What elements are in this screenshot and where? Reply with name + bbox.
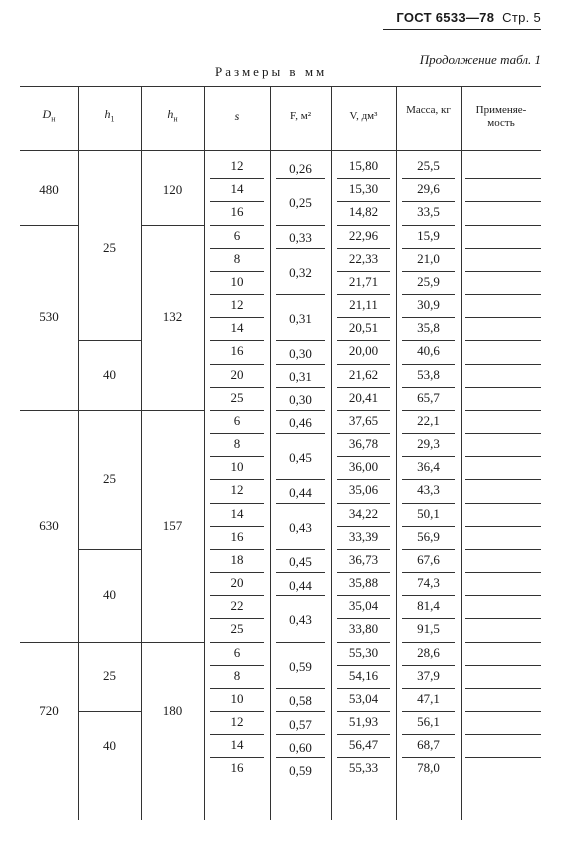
row-rule-mass <box>402 549 455 550</box>
row-rule-use <box>465 433 541 434</box>
mass-cell: 21,0 <box>417 250 440 266</box>
row-rule-mass <box>402 433 455 434</box>
s-cell: 20 <box>230 575 244 591</box>
v-cell: 33,39 <box>348 528 379 544</box>
header-rule <box>383 29 541 30</box>
s-cell: 10 <box>230 690 244 706</box>
mass-cell: 25,9 <box>417 273 440 289</box>
row-rule-s <box>210 294 264 295</box>
row-rule-use <box>465 688 541 689</box>
row-rule-use <box>465 178 541 179</box>
row-rule-v <box>337 364 390 365</box>
f-cell: 0,43 <box>289 519 312 535</box>
mass-cell: 40,6 <box>417 343 440 359</box>
row-rule-s <box>210 479 264 480</box>
f-group-rule <box>276 294 325 295</box>
row-rule-use <box>465 248 541 249</box>
h1-cell-group-rule <box>78 410 141 411</box>
row-rule-use <box>465 410 541 411</box>
h1-cell: 40 <box>103 587 116 603</box>
s-cell: 16 <box>230 343 244 359</box>
hn-cell: 120 <box>162 181 183 197</box>
f-cell: 0,33 <box>289 230 312 246</box>
row-rule-use <box>465 364 541 365</box>
sizes-caption: Размеры в мм <box>215 64 328 79</box>
h1-cell: 25 <box>103 239 116 255</box>
s-cell: 14 <box>230 181 244 197</box>
standard-number: ГОСТ 6533—78 <box>396 10 495 25</box>
row-rule-v <box>337 201 390 202</box>
dn-cell-group-rule <box>20 225 78 226</box>
row-rule-s <box>210 433 264 434</box>
row-rule-mass <box>402 595 455 596</box>
row-rule-v <box>337 248 390 249</box>
row-rule-s <box>210 503 264 504</box>
mass-cell: 37,9 <box>417 667 440 683</box>
v-cell: 56,47 <box>348 737 379 753</box>
row-rule-mass <box>402 364 455 365</box>
page-number: Стр. 5 <box>502 10 541 25</box>
v-cell: 36,73 <box>348 551 379 567</box>
row-rule-s <box>210 317 264 318</box>
f-cell: 0,32 <box>289 264 312 280</box>
row-rule-use <box>465 271 541 272</box>
v-cell: 33,80 <box>348 621 379 637</box>
v-cell: 21,62 <box>348 366 379 382</box>
s-cell: 25 <box>230 621 244 637</box>
row-rule-v <box>337 595 390 596</box>
row-rule-mass <box>402 642 455 643</box>
f-group-rule <box>276 387 325 388</box>
row-rule-s <box>210 456 264 457</box>
row-rule-s <box>210 757 264 758</box>
mass-cell: 22,1 <box>417 412 440 428</box>
row-rule-v <box>337 688 390 689</box>
row-rule-use <box>465 757 541 758</box>
s-cell: 8 <box>233 250 241 266</box>
f-cell: 0,31 <box>289 311 312 327</box>
row-rule-v <box>337 757 390 758</box>
f-cell: 0,31 <box>289 369 312 385</box>
f-group-rule <box>276 688 325 689</box>
row-rule-v <box>337 271 390 272</box>
mass-cell: 28,6 <box>417 644 440 660</box>
f-group-rule <box>276 757 325 758</box>
header-s: s <box>234 109 240 123</box>
mass-cell: 29,6 <box>417 181 440 197</box>
mass-cell: 33,5 <box>417 204 440 220</box>
header-hn: $h_н$ <box>167 107 178 124</box>
h1-cell: 40 <box>103 367 116 383</box>
row-rule-s <box>210 410 264 411</box>
f-group-rule <box>276 225 325 226</box>
row-rule-s <box>210 642 264 643</box>
s-cell: 6 <box>233 644 241 660</box>
row-rule-use <box>465 572 541 573</box>
row-rule-use <box>465 503 541 504</box>
row-rule-mass <box>402 317 455 318</box>
row-rule-s <box>210 248 264 249</box>
h1-cell-group-rule <box>78 340 141 341</box>
row-rule-s <box>210 387 264 388</box>
v-cell: 21,71 <box>348 273 379 289</box>
header-bottom-rule <box>20 150 541 151</box>
dn-cell: 720 <box>39 703 59 719</box>
v-cell: 21,11 <box>349 297 378 313</box>
dn-cell: 630 <box>39 517 59 533</box>
f-cell: 0,46 <box>289 415 312 431</box>
column-rule <box>78 86 79 820</box>
row-rule-v <box>337 178 390 179</box>
row-rule-s <box>210 572 264 573</box>
f-group-rule <box>276 549 325 550</box>
row-rule-s <box>210 618 264 619</box>
s-cell: 18 <box>230 551 244 567</box>
row-rule-s <box>210 549 264 550</box>
row-rule-use <box>465 618 541 619</box>
row-rule-s <box>210 340 264 341</box>
mass-cell: 56,9 <box>417 528 440 544</box>
v-cell: 15,80 <box>348 158 379 173</box>
s-cell: 8 <box>233 436 241 452</box>
s-cell: 22 <box>230 598 244 614</box>
f-cell: 0,43 <box>289 612 312 628</box>
row-rule-s <box>210 178 264 179</box>
s-cell: 14 <box>230 505 244 521</box>
h1-cell-group-rule <box>78 711 141 712</box>
dn-cell: 480 <box>39 181 59 197</box>
row-rule-mass <box>402 340 455 341</box>
v-cell: 35,04 <box>348 598 379 614</box>
row-rule-v <box>337 572 390 573</box>
v-cell: 55,33 <box>348 760 379 776</box>
s-cell: 10 <box>230 459 244 475</box>
row-rule-v <box>337 294 390 295</box>
hn-cell-group-rule <box>141 642 204 643</box>
header-mass: Масса, кг <box>406 104 451 116</box>
s-cell: 14 <box>230 320 244 336</box>
mass-cell: 67,6 <box>417 551 440 567</box>
row-rule-mass <box>402 387 455 388</box>
f-group-rule <box>276 410 325 411</box>
row-rule-mass <box>402 410 455 411</box>
s-cell: 16 <box>230 760 244 776</box>
row-rule-mass <box>402 225 455 226</box>
row-rule-use <box>465 595 541 596</box>
f-cell: 0,60 <box>289 739 312 755</box>
h1-cell: 25 <box>103 668 116 684</box>
s-cell: 12 <box>230 158 244 173</box>
mass-cell: 47,1 <box>417 690 440 706</box>
mass-cell: 43,3 <box>417 482 440 498</box>
row-rule-mass <box>402 757 455 758</box>
row-rule-v <box>337 526 390 527</box>
s-cell: 6 <box>233 227 241 243</box>
row-rule-use <box>465 734 541 735</box>
row-rule-v <box>337 456 390 457</box>
row-rule-use <box>465 340 541 341</box>
s-cell: 8 <box>233 667 241 683</box>
v-cell: 35,88 <box>348 575 379 591</box>
row-rule-v <box>337 642 390 643</box>
row-rule-mass <box>402 294 455 295</box>
f-group-rule <box>276 642 325 643</box>
row-rule-use <box>465 549 541 550</box>
v-cell: 20,41 <box>348 389 379 405</box>
row-rule-v <box>337 433 390 434</box>
header-h1: $h_1$ <box>104 107 115 124</box>
row-rule-mass <box>402 572 455 573</box>
row-rule-use <box>465 665 541 666</box>
row-rule-mass <box>402 178 455 179</box>
row-rule-use <box>465 711 541 712</box>
v-cell: 22,33 <box>348 250 379 266</box>
row-rule-s <box>210 364 264 365</box>
row-rule-s <box>210 688 264 689</box>
hn-cell-group-rule <box>141 410 204 411</box>
f-group-rule <box>276 178 325 179</box>
f-group-rule <box>276 364 325 365</box>
s-cell: 16 <box>230 528 244 544</box>
v-cell: 22,96 <box>348 227 379 243</box>
row-rule-v <box>337 340 390 341</box>
row-rule-use <box>465 387 541 388</box>
v-cell: 35,06 <box>348 482 379 498</box>
v-cell: 55,30 <box>348 644 379 660</box>
f-group-rule <box>276 572 325 573</box>
row-rule-use <box>465 456 541 457</box>
row-rule-mass <box>402 688 455 689</box>
hn-cell-group-rule <box>141 225 204 226</box>
row-rule-mass <box>402 201 455 202</box>
f-cell: 0,45 <box>289 450 312 466</box>
v-cell: 14,82 <box>348 204 379 220</box>
mass-cell: 15,9 <box>417 227 440 243</box>
row-rule-s <box>210 595 264 596</box>
table-continuation: Продолжение табл. 1 <box>419 52 541 67</box>
row-rule-s <box>210 526 264 527</box>
h1-cell-group-rule <box>78 642 141 643</box>
s-cell: 12 <box>230 714 244 730</box>
v-cell: 51,93 <box>348 714 379 730</box>
s-cell: 14 <box>230 737 244 753</box>
row-rule-mass <box>402 665 455 666</box>
header-use: Применяе-мость <box>475 104 527 129</box>
mass-cell: 91,5 <box>417 621 440 637</box>
row-rule-v <box>337 665 390 666</box>
row-rule-s <box>210 201 264 202</box>
s-cell: 10 <box>230 273 244 289</box>
row-rule-v <box>337 387 390 388</box>
header-f: F, м² <box>290 110 311 122</box>
v-cell: 20,51 <box>348 320 379 336</box>
mass-cell: 65,7 <box>417 389 440 405</box>
dn-cell-group-rule <box>20 642 78 643</box>
row-rule-use <box>465 317 541 318</box>
row-rule-v <box>337 225 390 226</box>
s-cell: 16 <box>230 204 244 220</box>
row-rule-mass <box>402 248 455 249</box>
mass-cell: 50,1 <box>417 505 440 521</box>
dn-cell: 530 <box>39 309 59 325</box>
f-cell: 0,30 <box>289 392 312 408</box>
row-rule-v <box>337 410 390 411</box>
v-cell: 54,16 <box>348 667 379 683</box>
row-rule-use <box>465 225 541 226</box>
row-rule-use <box>465 294 541 295</box>
row-rule-use <box>465 642 541 643</box>
f-cell: 0,30 <box>289 345 312 361</box>
row-rule-use <box>465 479 541 480</box>
f-cell: 0,59 <box>289 763 312 778</box>
row-rule-mass <box>402 734 455 735</box>
v-cell: 20,00 <box>348 343 379 359</box>
f-group-rule <box>276 711 325 712</box>
row-rule-v <box>337 618 390 619</box>
f-group-rule <box>276 595 325 596</box>
mass-cell: 78,0 <box>417 760 440 776</box>
mass-cell: 29,3 <box>417 436 440 452</box>
h1-cell-group-rule <box>78 549 141 550</box>
row-rule-s <box>210 711 264 712</box>
row-rule-v <box>337 503 390 504</box>
mass-cell: 56,1 <box>417 714 440 730</box>
f-group-rule <box>276 433 325 434</box>
h1-cell: 25 <box>103 471 116 487</box>
f-cell: 0,25 <box>289 195 312 211</box>
row-rule-v <box>337 711 390 712</box>
mass-cell: 25,5 <box>417 158 440 173</box>
row-rule-v <box>337 317 390 318</box>
row-rule-mass <box>402 456 455 457</box>
header-v: V, дм³ <box>349 110 378 122</box>
row-rule-s <box>210 271 264 272</box>
f-cell: 0,44 <box>289 484 312 500</box>
mass-cell: 53,8 <box>417 366 440 382</box>
s-cell: 20 <box>230 366 244 382</box>
h1-cell: 40 <box>103 737 116 753</box>
f-cell: 0,26 <box>289 160 312 176</box>
f-group-rule <box>276 479 325 480</box>
row-rule-v <box>337 734 390 735</box>
f-cell: 0,45 <box>289 554 312 570</box>
mass-cell: 35,8 <box>417 320 440 336</box>
v-cell: 34,22 <box>348 505 379 521</box>
v-cell: 15,30 <box>348 181 379 197</box>
row-rule-v <box>337 479 390 480</box>
row-rule-mass <box>402 503 455 504</box>
row-rule-mass <box>402 618 455 619</box>
dn-cell-group-rule <box>20 410 78 411</box>
f-group-rule <box>276 734 325 735</box>
row-rule-s <box>210 734 264 735</box>
f-cell: 0,44 <box>289 577 312 593</box>
f-group-rule <box>276 503 325 504</box>
row-rule-s <box>210 665 264 666</box>
mass-cell: 68,7 <box>417 737 440 753</box>
row-rule-v <box>337 549 390 550</box>
row-rule-mass <box>402 711 455 712</box>
f-cell: 0,59 <box>289 658 312 674</box>
page-header <box>396 10 541 25</box>
v-cell: 37,65 <box>348 412 379 428</box>
mass-cell: 30,9 <box>417 297 440 313</box>
column-rule <box>461 86 462 820</box>
table-top-rule <box>20 86 541 87</box>
hn-cell: 180 <box>162 703 183 719</box>
v-cell: 53,04 <box>348 690 379 706</box>
f-cell: 0,57 <box>289 716 312 732</box>
s-cell: 6 <box>233 412 241 428</box>
f-group-rule <box>276 248 325 249</box>
mass-cell: 81,4 <box>417 598 440 614</box>
header-dn: $D_н$ <box>42 107 56 124</box>
mass-cell: 36,4 <box>417 459 440 475</box>
f-group-rule <box>276 340 325 341</box>
row-rule-mass <box>402 479 455 480</box>
v-cell: 36,78 <box>348 436 379 452</box>
row-rule-use <box>465 201 541 202</box>
hn-cell: 132 <box>162 309 183 325</box>
row-rule-s <box>210 225 264 226</box>
s-cell: 12 <box>230 297 244 313</box>
mass-cell: 74,3 <box>417 575 440 591</box>
v-cell: 36,00 <box>348 459 379 475</box>
f-cell: 0,58 <box>289 693 312 709</box>
s-cell: 25 <box>230 389 244 405</box>
row-rule-mass <box>402 526 455 527</box>
row-rule-use <box>465 526 541 527</box>
s-cell: 12 <box>230 482 244 498</box>
hn-cell: 157 <box>162 517 183 533</box>
row-rule-mass <box>402 271 455 272</box>
